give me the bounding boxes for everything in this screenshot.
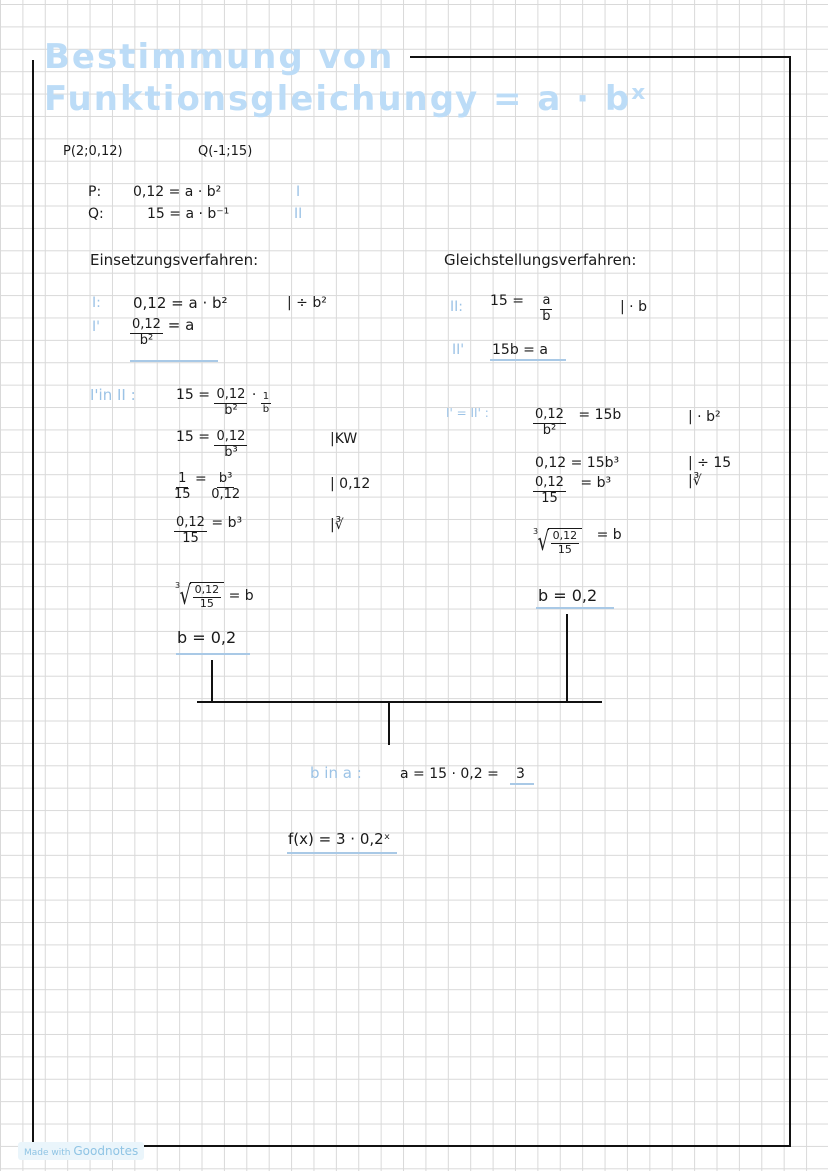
right-r3-op: |∛ xyxy=(688,473,702,489)
left-r3-op: | 0,12 xyxy=(330,476,371,492)
num2: b³ xyxy=(218,471,233,486)
num: 0,12 xyxy=(216,429,246,444)
frame-bottom xyxy=(32,1145,791,1147)
root-index: 3 xyxy=(175,581,181,590)
connector-horizontal xyxy=(197,701,602,703)
left-r4-op: |∛ xyxy=(330,517,344,533)
num2: 1 xyxy=(262,391,270,403)
underline-right-result xyxy=(536,607,614,609)
frame-right xyxy=(789,56,791,1147)
q-tag: II xyxy=(294,206,303,222)
right-r2-eq: 0,12 = 15b³ xyxy=(535,455,620,471)
point-q: Q(-1;15) xyxy=(198,144,253,159)
frame-left xyxy=(32,60,34,1147)
num: 0,12 xyxy=(132,317,161,332)
num: 1 xyxy=(178,471,187,486)
b-in-a-label: b in a : xyxy=(310,764,362,782)
num: 0,12 xyxy=(535,407,564,422)
lhs: 15 = xyxy=(176,387,210,403)
left-r2-op: |KW xyxy=(330,431,358,447)
den: b³ xyxy=(224,444,238,460)
num: 0,12 xyxy=(535,475,564,490)
connector-left xyxy=(211,660,213,702)
lhs: 15 = xyxy=(176,429,210,445)
num: 0,12 xyxy=(552,529,578,542)
den: b xyxy=(542,308,551,324)
left-s1-op: | ÷ b² xyxy=(287,295,327,311)
right-s1 xyxy=(490,294,552,325)
a-calculation: a = 15 · 0,2 = xyxy=(400,766,499,782)
title-formula: y = a · bˣ xyxy=(455,79,648,119)
den: 15 xyxy=(199,596,214,610)
den2: 0,12 xyxy=(211,486,241,502)
right-s1-op: | · b xyxy=(620,299,647,315)
watermark-small: Made with xyxy=(24,1148,71,1158)
den: b² xyxy=(542,422,557,438)
connector-right xyxy=(566,614,568,702)
right-r1-op: | · b² xyxy=(688,409,721,425)
point-p: P(2;0,12) xyxy=(63,144,123,159)
num: 0,12 xyxy=(194,583,220,596)
connector-down xyxy=(388,702,390,745)
rhs: = b³ xyxy=(580,475,612,491)
underline-ii-prime xyxy=(490,359,566,361)
eq: = xyxy=(195,471,207,487)
den: 15 xyxy=(541,490,558,506)
right-r4: 3 √ $\frac{0,12}{15}$ = b xyxy=(533,527,622,558)
num: 0,12 xyxy=(176,515,205,530)
right-result: b = 0,2 xyxy=(538,586,598,605)
left-result: b = 0,2 xyxy=(177,628,237,647)
den: b² xyxy=(139,332,154,348)
left-r5: 3 √ $\frac{0,12}{15}$ = b xyxy=(175,581,254,612)
goodnotes-watermark xyxy=(18,1142,144,1160)
left-r2 xyxy=(176,430,247,461)
left-r3 xyxy=(174,472,240,503)
dot: · xyxy=(251,387,257,403)
right-s2-tag: II' xyxy=(452,342,465,358)
root-index: 3 xyxy=(533,527,539,536)
right-s1-tag: II: xyxy=(450,299,463,315)
left-r4 xyxy=(174,516,242,547)
rhs: = a xyxy=(167,316,195,334)
num: a xyxy=(542,293,551,308)
final-function: f(x) = 3 · 0,2ˣ xyxy=(288,830,391,848)
a-value: 3 xyxy=(516,766,525,782)
frame-top xyxy=(410,56,791,58)
rhs: = b xyxy=(228,588,254,605)
left-r1 xyxy=(176,388,271,419)
left-s1-eq: 0,12 = a · b² xyxy=(133,294,228,312)
heading-gleichstellungsverfahren: Gleichstellungsverfahren: xyxy=(444,251,637,269)
right-r3 xyxy=(533,476,611,507)
left-s1-tag: I: xyxy=(92,295,101,311)
p-tag: I xyxy=(296,184,301,200)
q-label: Q: xyxy=(88,206,104,222)
q-equation: 15 = a · b⁻¹ xyxy=(147,206,230,222)
title-line-2: Funktionsgleichung xyxy=(44,79,457,119)
substitution-label: I'in II : xyxy=(90,386,136,404)
rhs: = 15b xyxy=(578,407,622,423)
underline-a-value xyxy=(510,783,534,785)
num: 0,12 xyxy=(216,387,246,402)
den2: b xyxy=(262,403,270,415)
right-s2-eq: 15b = a xyxy=(492,342,548,358)
equate-label: I' = II' : xyxy=(446,406,489,420)
underline-left-result xyxy=(176,653,250,655)
left-s2 xyxy=(130,318,194,349)
den: 15 xyxy=(557,542,572,556)
p-equation: 0,12 = a · b² xyxy=(133,184,222,200)
lhs: 15 = xyxy=(490,293,524,309)
heading-einsetzungsverfahren: Einsetzungsverfahren: xyxy=(90,251,259,269)
den: 15 xyxy=(174,486,191,502)
p-label: P: xyxy=(88,184,102,200)
right-r2-op: | ÷ 15 xyxy=(688,455,732,471)
underline-final-function xyxy=(287,852,397,854)
den: 15 xyxy=(182,530,199,546)
right-r1 xyxy=(533,408,621,439)
underline-i-prime xyxy=(130,360,218,362)
title-line-1: Bestimmung von xyxy=(44,37,395,77)
rhs: = b xyxy=(596,527,622,543)
left-s2-tag: I' xyxy=(92,319,100,335)
rhs: = b³ xyxy=(211,515,243,531)
den: b² xyxy=(224,402,238,418)
watermark-brand: Goodnotes xyxy=(73,1144,139,1158)
